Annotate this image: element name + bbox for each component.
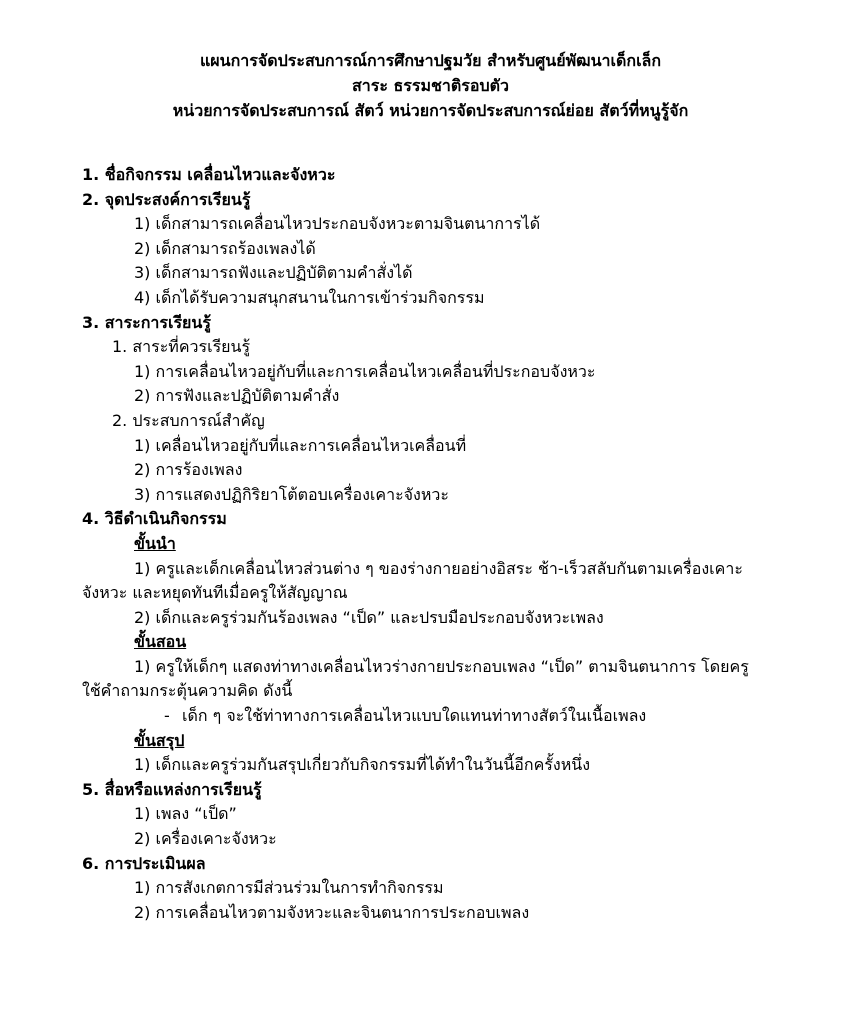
question-text: เด็ก ๆ จะใช้ท่าทางการเคลื่อนไหวแบบใดแทนท่าทางสัตว์ในเนื้อเพลง xyxy=(182,706,647,726)
step-intro-label: ขั้นนำ xyxy=(134,533,176,553)
step-item: 1) ครูให้เด็กๆ แสดงท่าทางเคลื่อนไหวร่างกายประกอบเพลง “เป็ด” ตามจินตนาการ โดยครู xyxy=(134,656,749,676)
objective-item: 1) เด็กสามารถเคลื่อนไหวประกอบจังหวะตามจินตนาการได้ xyxy=(134,214,541,234)
step-item: 1) เด็กและครูร่วมกันสรุปเกี่ยวกับกิจกรรมที่ได้ทำในวันนี้อีกครั้งหนึ่ง xyxy=(134,755,590,775)
media-item: 1) เพลง “เป็ด” xyxy=(134,804,237,824)
objective-item: 3) เด็กสามารถฟังและปฏิบัติตามคำสั่งได้ xyxy=(134,263,413,283)
step-item: 2) เด็กและครูร่วมกันร้องเพลง “เป็ด” และปรบมือประกอบจังหวะเพลง xyxy=(134,607,604,627)
section-2-heading: 2. จุดประสงค์การเรียนรู้ xyxy=(82,189,251,209)
document-title: แผนการจัดประสบการณ์การศึกษาปฐมวัย สำหรับศูนย์พัฒนาเด็กเล็ก xyxy=(199,51,662,70)
section-6-heading: 6. การประเมินผล xyxy=(82,853,206,873)
section-4-heading: 4. วิธีดำเนินกิจกรรม xyxy=(82,509,227,529)
content-item: 2) การร้องเพลง xyxy=(134,460,243,480)
evaluation-item: 1) การสังเกตการมีส่วนร่วมในการทำกิจกรรม xyxy=(134,878,444,898)
content-item: 2) การฟังและปฏิบัติตามคำสั่ง xyxy=(134,386,340,406)
section-1-heading: 1. ชื่อกิจกรรม เคลื่อนไหวและจังหวะ xyxy=(82,165,336,184)
evaluation-item: 2) การเคลื่อนไหวตามจังหวะและจินตนาการประกอบเพลง xyxy=(134,902,530,922)
section-5-heading: 5. สื่อหรือแหล่งการเรียนรู้ xyxy=(82,779,262,799)
step-summary-label: ขั้นสรุป xyxy=(134,730,185,750)
content-item: 1) การเคลื่อนไหวอยู่กับที่และการเคลื่อนไหวเคลื่อนที่ประกอบจังหวะ xyxy=(134,361,596,381)
step-item: 1) ครูและเด็กเคลื่อนไหวส่วนต่าง ๆ ของร่างกายอย่างอิสระ ช้า-เร็วสลับกันตามเครื่องเคาะ xyxy=(134,558,743,578)
content-item: 1) เคลื่อนไหวอยู่กับที่และการเคลื่อนไหวเคลื่อนที่ xyxy=(134,435,467,455)
document-title-block xyxy=(0,48,861,123)
document-subject: สาระ ธรรมชาติรอบตัว xyxy=(352,76,509,95)
media-item: 2) เครื่องเคาะจังหวะ xyxy=(134,829,277,849)
dash-marker: - xyxy=(164,706,170,726)
subsection-label: 2. ประสบการณ์สำคัญ xyxy=(112,410,265,430)
step-item-continuation: ใช้คำถามกระตุ้นความคิด ดังนี้ xyxy=(82,681,293,701)
document-unit: หน่วยการจัดประสบการณ์ สัตว์ หน่วยการจัดประสบการณ์ย่อย สัตว์ที่หนูรู้จัก xyxy=(172,101,689,120)
subsection-label: 1. สาระที่ควรเรียนรู้ xyxy=(112,337,251,357)
question-bullet xyxy=(82,704,782,729)
objective-item: 2) เด็กสามารถร้องเพลงได้ xyxy=(134,238,316,258)
step-item-continuation: จังหวะ และหยุดทันทีเมื่อครูให้สัญญาณ xyxy=(82,583,348,603)
document-body xyxy=(82,163,782,925)
objective-item: 4) เด็กได้รับความสนุกสนานในการเข้าร่วมกิจกรรม xyxy=(134,287,485,307)
step-teach-label: ขั้นสอน xyxy=(134,632,187,652)
section-3-heading: 3. สาระการเรียนรู้ xyxy=(82,312,211,332)
content-item: 3) การแสดงปฏิกิริยาโต้ตอบเครื่องเคาะจังหวะ xyxy=(134,484,449,504)
